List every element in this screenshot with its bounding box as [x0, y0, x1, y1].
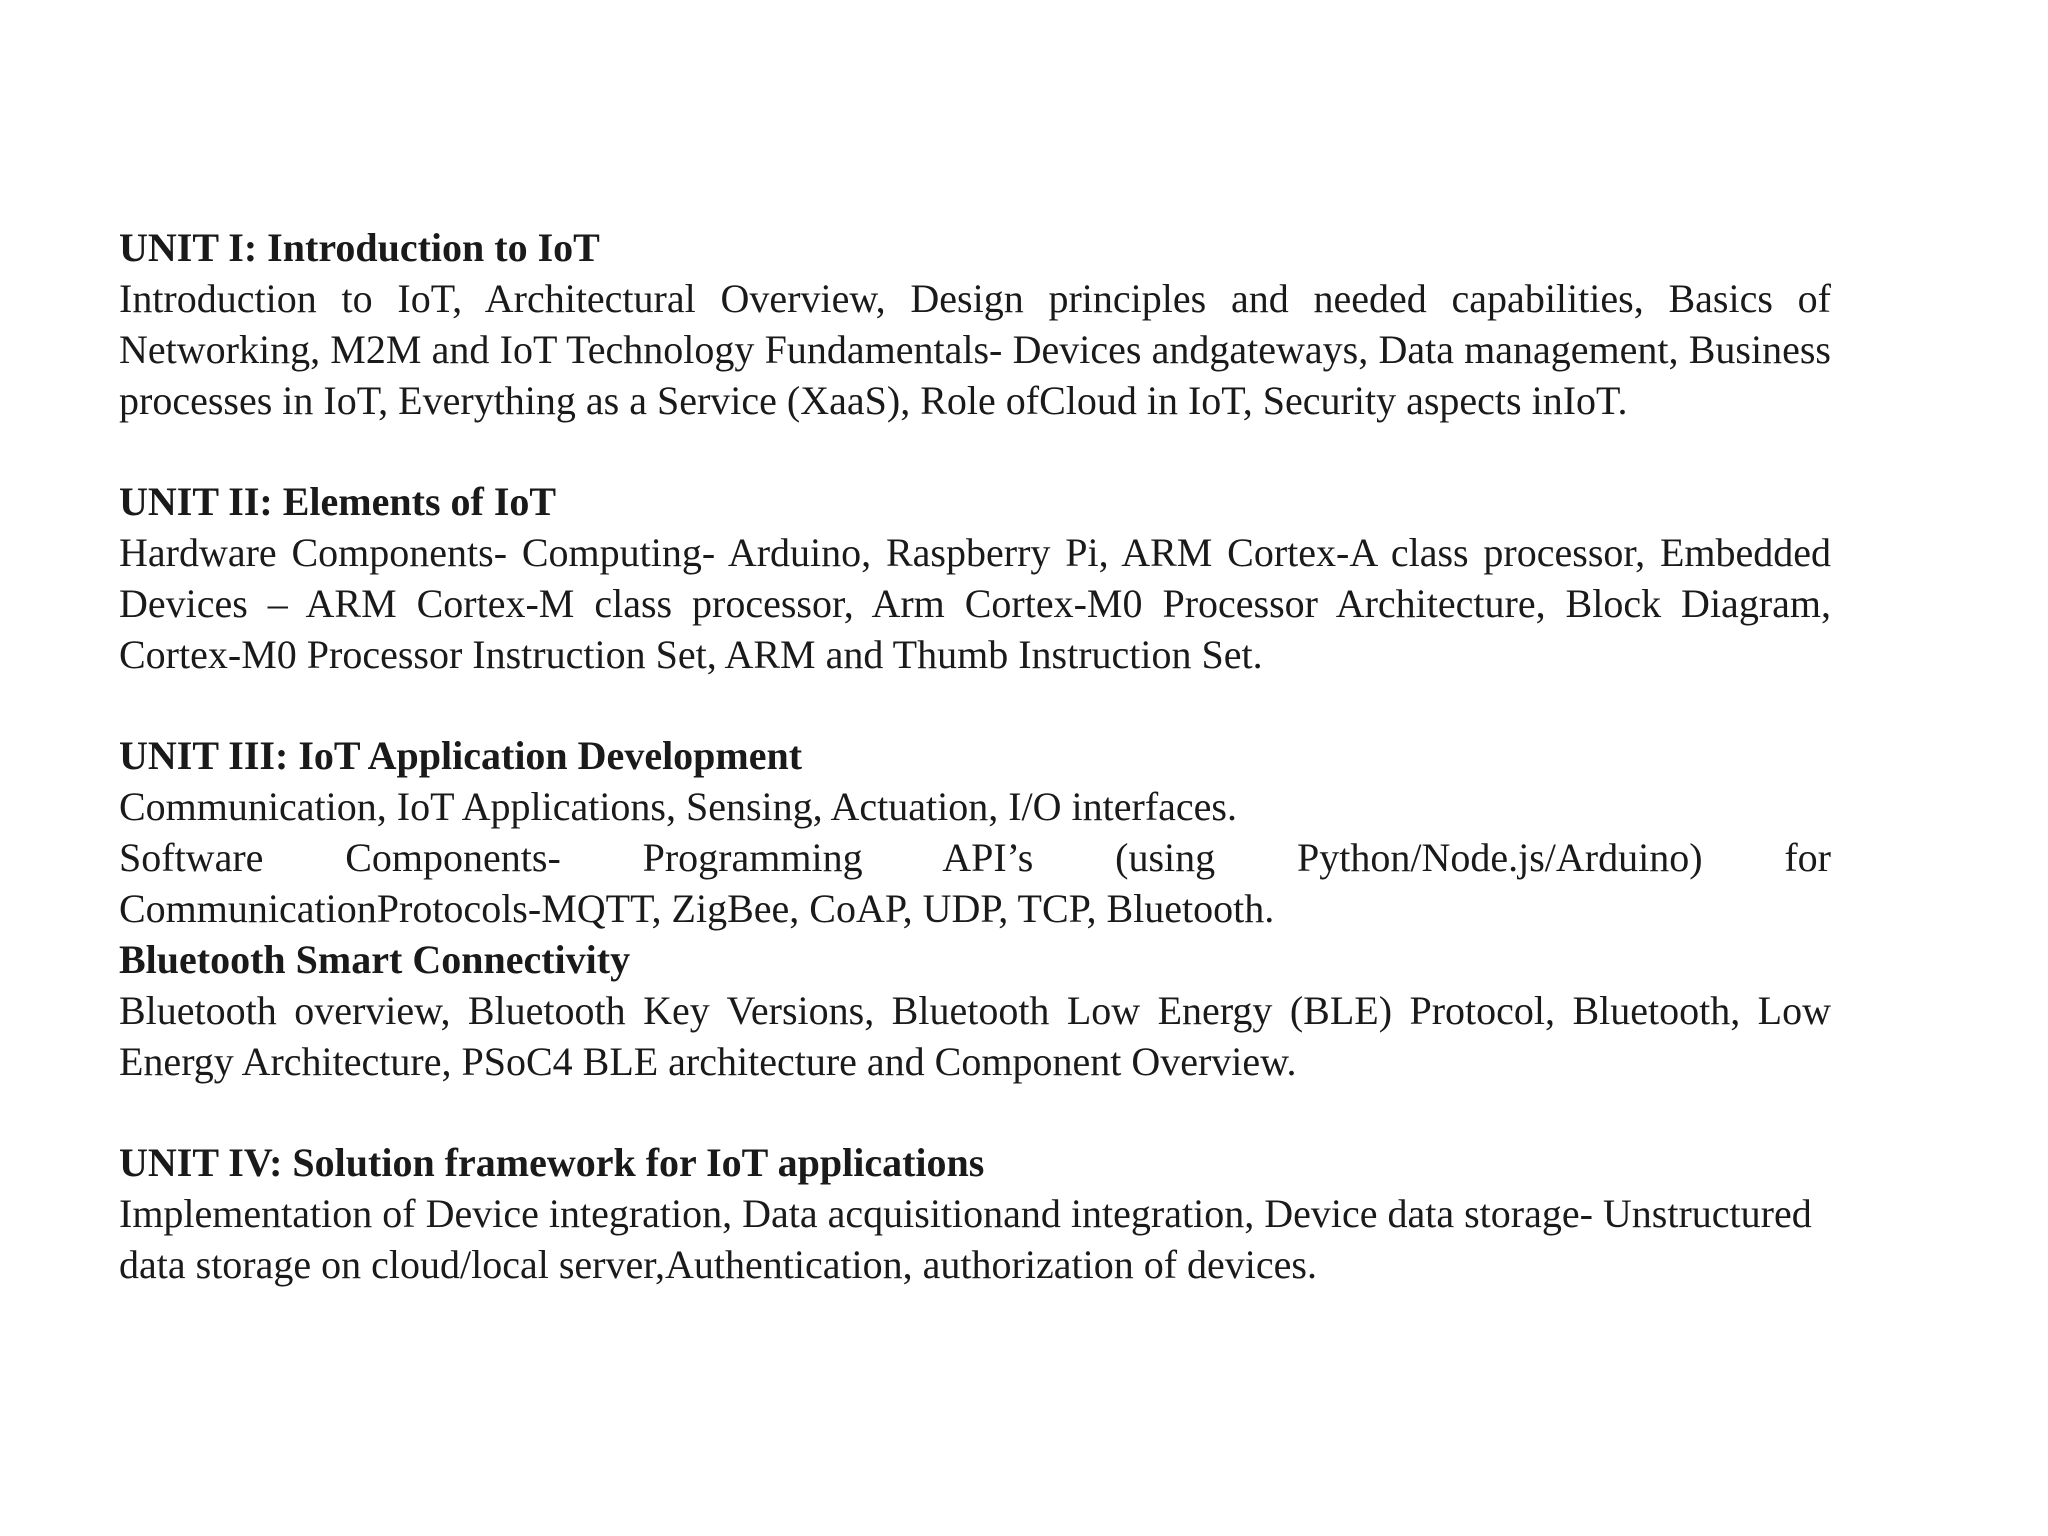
- unit-3-section: [119, 730, 1831, 1087]
- unit-2-heading: UNIT II: Elements of IoT: [119, 479, 557, 524]
- unit-3-paragraph-1: Communication, IoT Applications, Sensing, Actuation, I/O interfaces.: [119, 784, 1237, 829]
- syllabus-content: [119, 222, 1831, 1290]
- unit-4-section: [119, 1137, 1831, 1290]
- unit-1-paragraph: Introduction to IoT, Architectural Overview, Design principles and needed capabilities, Basics of Networking, M2M and IoT Technology Fundamentals- Devices andgateways, Data management, Business processes in IoT, Everything as a Service (XaaS), Role ofCloud in IoT, Security aspects inIoT.: [119, 276, 1831, 423]
- unit-3-heading: UNIT III: IoT Application Development: [119, 733, 803, 778]
- unit-4-heading: UNIT IV: Solution framework for IoT applications: [119, 1140, 985, 1185]
- unit-4-paragraph: Implementation of Device integration, Data acquisitionand integration, Device data storage- Unstructured data storage on cloud/local server,Authentication, authorization of devices.: [119, 1191, 1812, 1287]
- unit-1-section: [119, 222, 1831, 426]
- unit-3-paragraph-2: Software Components- Programming API’s (using Python/Node.js/Arduino) for CommunicationProtocols-MQTT, ZigBee, CoAP, UDP, TCP, Bluetooth.: [119, 835, 1831, 931]
- bluetooth-paragraph: Bluetooth overview, Bluetooth Key Versions, Bluetooth Low Energy (BLE) Protocol, Bluetooth, Low Energy Architecture, PSoC4 BLE architecture and Component Overview.: [119, 988, 1831, 1084]
- unit-1-heading: UNIT I: Introduction to IoT: [119, 225, 600, 270]
- unit-2-section: [119, 476, 1831, 680]
- bluetooth-subheading: Bluetooth Smart Connectivity: [119, 937, 631, 982]
- unit-2-paragraph: Hardware Components- Computing- Arduino, Raspberry Pi, ARM Cortex-A class processor, Embedded Devices – ARM Cortex-M class processor, Arm Cortex-M0 Processor Architecture, Block Diagram, Cortex-M0 Processor Instruction Set, ARM and Thumb Instruction Set.: [119, 530, 1831, 677]
